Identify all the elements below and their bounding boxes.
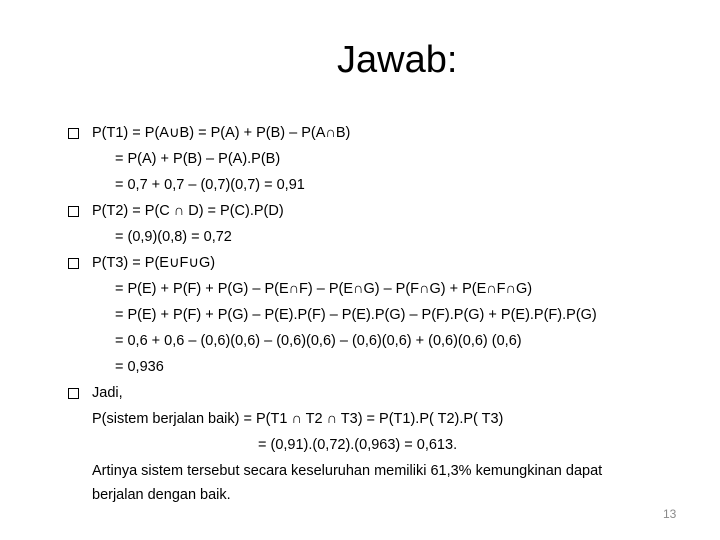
conclusion-line-1: Artinya sistem tersebut secara keseluruhan memiliki 61,3% kemungkinan dapat — [92, 463, 603, 479]
jadi-heading: Jadi, — [92, 385, 123, 401]
t1-step-2: = 0,7 + 0,7 – (0,7)(0,7) = 0,91 — [115, 177, 305, 193]
slide-title: Jawab: — [337, 39, 458, 81]
t3-step-1: = P(E) + P(F) + P(G) – P(E∩F) – P(E∩G) – P(F∩G) + P(E∩F∩G) — [115, 281, 533, 297]
conclusion-line-2: berjalan dengan baik. — [92, 487, 231, 503]
t3-step-2: = P(E) + P(F) + P(G) – P(E).P(F) – P(E).P(G) – P(F).P(G) + P(E).P(F).P(G) — [115, 307, 597, 323]
t2-definition: P(T2) = P(C ∩ D) = P(C).P(D) — [92, 203, 284, 219]
system-probability-definition: P(sistem berjalan baik) = P(T1 ∩ T2 ∩ T3) = P(T1).P( T2).P( T3) — [92, 411, 504, 427]
bullet-square-icon — [68, 206, 79, 217]
t1-step-1: = P(A) + P(B) – P(A).P(B) — [115, 151, 281, 167]
t3-definition: P(T3) = P(E∪F∪G) — [92, 255, 216, 271]
t1-definition: P(T1) = P(A∪B) = P(A) + P(B) – P(A∩B) — [92, 125, 351, 141]
bullet-square-icon — [68, 128, 79, 139]
t3-step-3: = 0,6 + 0,6 – (0,6)(0,6) – (0,6)(0,6) – (0,6)(0,6) + (0,6)(0,6) (0,6) — [115, 333, 522, 349]
system-probability-value: = (0,91).(0,72).(0,963) = 0,613. — [258, 437, 458, 453]
bullet-square-icon — [68, 388, 79, 399]
page-number: 13 — [663, 507, 677, 521]
bullet-square-icon — [68, 258, 79, 269]
t2-step-1: = (0,9)(0,8) = 0,72 — [115, 229, 232, 245]
t3-step-4: = 0,936 — [115, 359, 164, 375]
